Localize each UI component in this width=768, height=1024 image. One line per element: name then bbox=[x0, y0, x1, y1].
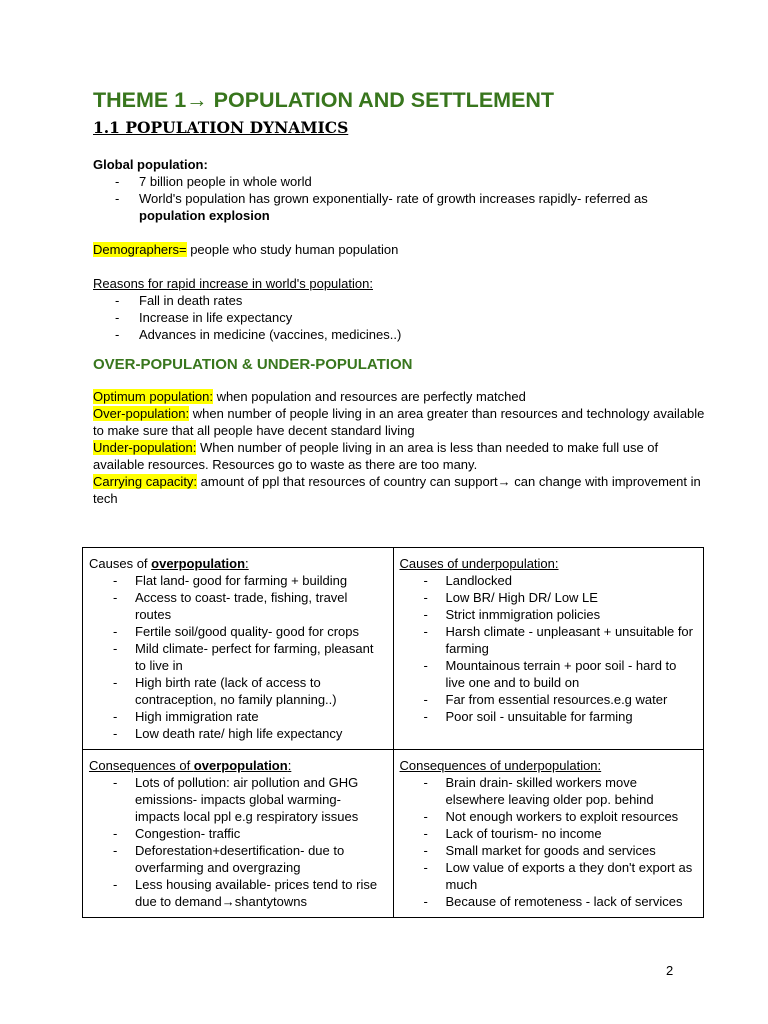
global-population-heading: Global population: bbox=[93, 157, 208, 172]
highlighted-term: Demographers= bbox=[93, 242, 187, 257]
causes-overpopulation-cell bbox=[83, 548, 394, 750]
list-item: - Mild climate- perfect for farming, pleasant to live in bbox=[135, 640, 387, 674]
definition-under: Under-population: When number of people living in an area is less than needed to make full use of available resources. Resources go to waste as there are too many. bbox=[93, 440, 659, 472]
cell-heading: Consequences of underpopulation: bbox=[399, 758, 602, 773]
list-item: - Low death rate/ high life expectancy bbox=[135, 725, 387, 742]
list-item: - 7 billion people in whole world bbox=[139, 173, 713, 190]
list-item: - Less housing available- prices tend to rise due to demand→shantytowns bbox=[135, 876, 387, 910]
reasons-heading: Reasons for rapid increase in world's population: bbox=[93, 276, 373, 291]
list-item: - Congestion- traffic bbox=[135, 825, 387, 842]
cell-heading: Causes of overpopulation: bbox=[89, 556, 249, 571]
list-item: - Brain drain- skilled workers move elsewhere leaving older pop. behind bbox=[446, 774, 698, 808]
demographers-definition: Demographers= people who study human population bbox=[93, 242, 399, 257]
list-item: - High birth rate (lack of access to contraception, no family planning..) bbox=[135, 674, 387, 708]
list-item: - Access to coast- trade, fishing, travel routes bbox=[135, 589, 387, 623]
list-item: - Strict inmmigration policies bbox=[446, 606, 698, 623]
subheading: OVER-POPULATION & UNDER-POPULATION bbox=[93, 356, 413, 373]
reasons-list bbox=[93, 292, 713, 343]
list-item: - Because of remoteness - lack of services bbox=[446, 893, 698, 910]
consequences-underpopulation-cell bbox=[393, 750, 704, 918]
causes-over-list bbox=[89, 572, 387, 742]
page-title: THEME 1→ POPULATION AND SETTLEMENT bbox=[93, 88, 555, 112]
list-item: - Flat land- good for farming + building bbox=[135, 572, 387, 589]
cons-under-list bbox=[400, 774, 698, 910]
causes-underpopulation-cell bbox=[393, 548, 704, 750]
list-item: - Low BR/ High DR/ Low LE bbox=[446, 589, 698, 606]
list-item: - Increase in life expectancy bbox=[139, 309, 713, 326]
definition-over: Over-population: when number of people living in an area greater than resources and technology available to make sure that all people have decent standard living bbox=[93, 406, 705, 438]
list-item: - Fall in death rates bbox=[139, 292, 713, 309]
definition-optimum: Optimum population: when population and resources are perfectly matched bbox=[93, 389, 526, 404]
population-explosion-term: population explosion bbox=[139, 208, 270, 223]
list-item: - Lack of tourism- no income bbox=[446, 825, 698, 842]
list-item: - Mountainous terrain + poor soil - hard to live one and to build on bbox=[446, 657, 698, 691]
list-item: - Lots of pollution: air pollution and GHG emissions- impacts global warming- impacts local ppl e.g respiratory issues bbox=[135, 774, 387, 825]
highlighted-term: Over-population: bbox=[93, 406, 190, 421]
list-item: - Harsh climate - unpleasant + unsuitable for farming bbox=[446, 623, 698, 657]
global-population-list bbox=[93, 173, 713, 224]
list-item: - Fertile soil/good quality- good for crops bbox=[135, 623, 387, 640]
section-title: 1.1 POPULATION DYNAMICS bbox=[93, 118, 349, 137]
population-table bbox=[82, 547, 704, 918]
list-item: - Not enough workers to exploit resources bbox=[446, 808, 698, 825]
highlighted-term: Carrying capacity: bbox=[93, 474, 198, 489]
list-item: - Low value of exports a they don't export as much bbox=[446, 859, 698, 893]
list-item: - Advances in medicine (vaccines, medicines..) bbox=[139, 326, 713, 343]
list-item: - Landlocked bbox=[446, 572, 698, 589]
list-item: - World's population has grown exponentially- rate of growth increases rapidly- referred as population explosion bbox=[139, 190, 713, 224]
list-item: - Deforestation+desertification- due to overfarming and overgrazing bbox=[135, 842, 387, 876]
cell-heading: Consequences of overpopulation: bbox=[89, 758, 292, 773]
highlighted-term: Under-population: bbox=[93, 440, 197, 455]
list-item: - High immigration rate bbox=[135, 708, 387, 725]
document-body bbox=[93, 86, 713, 507]
causes-under-list bbox=[400, 572, 698, 725]
cons-over-list bbox=[89, 774, 387, 910]
list-item: - Small market for goods and services bbox=[446, 842, 698, 859]
page-number: 2 bbox=[666, 963, 674, 978]
list-item: - Poor soil - unsuitable for farming bbox=[446, 708, 698, 725]
consequences-overpopulation-cell bbox=[83, 750, 394, 918]
highlighted-term: Optimum population: bbox=[93, 389, 213, 404]
cell-heading: Causes of underpopulation: bbox=[399, 556, 559, 571]
definition-carrying: Carrying capacity: amount of ppl that resources of country can support→ can change with improvement in tech bbox=[93, 474, 701, 506]
list-item: - Far from essential resources.e.g water bbox=[446, 691, 698, 708]
